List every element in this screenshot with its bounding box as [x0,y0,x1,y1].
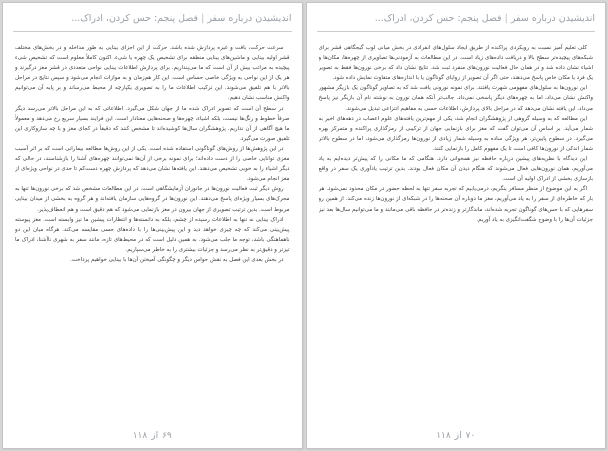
paragraph: ادراک بینایی نه تنها به اطلاعات رسیده از چشم، بلکه به دانسته‌ها و انتظارات پیشین ما نیز وابسته است. مغز پیوسته پیش‌بینی می‌کند که چه چیزی خواهد دید و این پیش‌بینی‌ها را با داده‌های حسی مقایسه می‌کند. هرگاه میان این دو ناهماهنگی باشد، توجه ما جلب می‌شود. به همین دلیل است که در محیط‌های تازه، مانند سفر به شهری ناآشنا، ادراک ما تیزتر و دقیق‌تر به نظر می‌رسد و جزئیات بیشتری را به خاطر می‌سپاریم. [15,216,290,253]
paragraph: این مطالعه که به وسیله گروهی از پژوهشگران انجام شد، یکی از مهم‌ترین یافته‌های علوم اعصاب در دهه‌های اخیر به شمار می‌آید. بر اساس آن می‌توان گفت که مغز برای بازنمایی جهان از ترکیبی از رمزگذاری پراکنده و متمرکز بهره می‌گیرد. در سطوح پایین‌تر، هر ویژگی ساده به وسیله شمار زیادی از نورون‌ها رمزگذاری می‌شود، اما در سطوح بالاتر شمار اندکی از نورون‌ها کافی است تا یک مفهوم کامل را بازنمایی کنند. [318,115,593,152]
book-spread [3,3,605,448]
header-rule [13,31,292,32]
running-header [13,13,292,29]
page-total: ۱۱۸ [132,431,148,441]
running-header [317,13,596,29]
header-rule [317,31,596,32]
page-total: ۱۱۸ [436,431,451,441]
left-page [3,3,302,448]
paragraph: سرعت حرکت، بافت و غیره پردازش شده باشد. حرکت از این اجزای بینایی به طور مداخله و در بخش‌های مختلف قشر اولیه بینایی و ماشین‌های بینایی منطقه برای تشخیص یک چهره یا شیء. اکنون کاملاً معلوم است که تشخیص شیء پیچیده به مراتب بیش از آن است که ما می‌پنداریم. برای پردازش اطلاعات بینایی نواحی متعددی در قشر مغز درگیرند و هر یک از این نواحی به ویژگی خاصی حساس است. این کار هم‌زمان و به موازات انجام می‌شود و سپس نتایج در مراحل بالاتر با هم تلفیق می‌شوند. این ترکیب اطلاعات ما را به تصویری یکپارچه از محیط می‌رساند و بر پایه آن می‌توانیم واکنش مناسب نشان دهیم. [15,45,290,102]
header-separator: | [504,13,508,24]
chapter-title: فصل پنجم: حس کردن، ادراک... [71,13,199,24]
book-title: اندیشیدن درباره سفر [207,13,292,24]
paragraph: این نورون‌ها به سلول‌های مفهومی شهرت یافتند. برای نمونه نورونی یافت شد که به تصاویر گوناگون یک بازیگر مشهور واکنش نشان می‌داد، اما به چهره‌های دیگر پاسخی نمی‌داد. جالب‌تر آنکه همان نورون به نوشته نام آن بازیگر نیز پاسخ می‌داد. این یافته نشان می‌دهد که در مراحل بالای پردازش، اطلاعات حسی به مفاهیم انتزاعی تبدیل می‌شوند. [318,85,593,112]
page-body [319,43,594,422]
page-body [15,43,290,422]
paragraph: اگر به این موضوع از منظر مسافر بنگریم، درمی‌یابیم که تجربه سفر تنها به لحظه حضور در مکان محدود نمی‌شود. هر بار که خاطره‌ای از سفر را به یاد می‌آوریم، مغز ما دوباره آن صحنه‌ها را در شبکه‌ای از نورون‌ها زنده می‌کند. از همین رو سفرهایی که با حس‌های گوناگون تجربه شده‌اند، ماندگارتر و زنده‌تر در حافظه باقی می‌مانند و ما می‌توانیم سال‌ها بعد نیز جزئیات آن‌ها را با وضوح شگفت‌انگیزی به یاد آوریم. [318,186,593,223]
header-separator: | [201,13,205,24]
page-of-label: از [454,431,462,441]
right-page [307,3,606,448]
page-number: ۷۰ [465,431,476,441]
page-of-label: از [151,431,159,441]
paragraph: در سطح آن است که تصویر ادراک شده ما از جهان شکل می‌گیرد. اطلاعاتی که به این مراحل بالاتر می‌رسد دیگر صرفاً خطوط و رنگ‌ها نیست، بلکه اشیاء، چهره‌ها و صحنه‌هایی معنادار است. این فرایند بسیار سریع رخ می‌دهد و معمولاً ما هیچ آگاهی از آن نداریم. پژوهشگران سال‌ها کوشیده‌اند تا مشخص کنند که دقیقاً در کجای مغز و با چه سازوکاری این تلفیق صورت می‌گیرد. [15,105,290,142]
paragraph: کلی تعلیم آمیز نسبت به رویکردی پراکنده از طریق ایجاد سلول‌های انفرادی در بخش میانی لوب گیجگاهی قشر برای شبکه‌های پیچیده‌تر سطح بالا و دریافت داده‌های زیاد است. در این مطالعات به آزمودنی‌ها تصاویری از چهره‌ها، مکان‌ها و اشیاء نشان داده شد و در همان حال فعالیت نورون‌های منفرد ثبت شد. نتایج نشان داد که برخی نورون‌ها فقط به تصویر یک فرد یا مکان خاص پاسخ می‌دهند، حتی اگر آن تصویر از زوایای گوناگون یا با اندازه‌های متفاوت نمایش داده شود. [318,45,593,82]
paragraph: روش دیگر ثبت فعالیت نورون‌ها در جانوران آزمایشگاهی است. در این مطالعات مشخص شد که برخی نورون‌ها تنها به محرک‌های بسیار ویژه‌ای پاسخ می‌دهند. این نورون‌ها در گروه‌هایی سازمان یافته‌اند و هر گروه به بخشی از میدان بینایی مربوط است. بدین ترتیب تصویری از جهان بیرون در مغز بازنمایی می‌شود که هم دقیق است و هم انعطاف‌پذیر. [15,186,290,213]
page-number: ۶۹ [162,431,172,441]
paragraph: در این پژوهش‌ها از روش‌های گوناگونی استفاده شده است. یکی از این روش‌ها مطالعه بیمارانی است که بر اثر آسیب مغزی توانایی خاصی را از دست داده‌اند؛ برای نمونه برخی از آن‌ها نمی‌توانند چهره‌های آشنا را بازشناسند، در حالی که دیگر اشیاء را به خوبی تشخیص می‌دهند. این یافته‌ها نشان می‌دهد که پردازش چهره دست‌کم تا حدی در نواحی ویژه‌ای از مغز انجام می‌شود. [15,145,290,183]
book-title: اندیشیدن درباره سفر [510,13,595,24]
chapter-title: فصل پنجم: حس کردن، ادراک... [374,13,502,24]
page-footer [3,431,302,441]
paragraph: در بخش بعدی این فصل به نقش حواس دیگر و چگونگی آمیختن آن‌ها با بینایی خواهیم پرداخت. [70,256,284,263]
paragraph: این دیدگاه با نظریه‌های پیشین درباره حافظه نیز همخوانی دارد. هنگامی که ما مکانی را که پیش‌تر دیده‌ایم به یاد می‌آوریم، همان نورون‌هایی فعال می‌شوند که هنگام دیدن آن مکان فعال بودند. بدین ترتیب یادآوری یک سفر در واقع بازسازی بخشی از ادراک اولیه آن است. [318,156,593,183]
page-footer [307,431,606,441]
